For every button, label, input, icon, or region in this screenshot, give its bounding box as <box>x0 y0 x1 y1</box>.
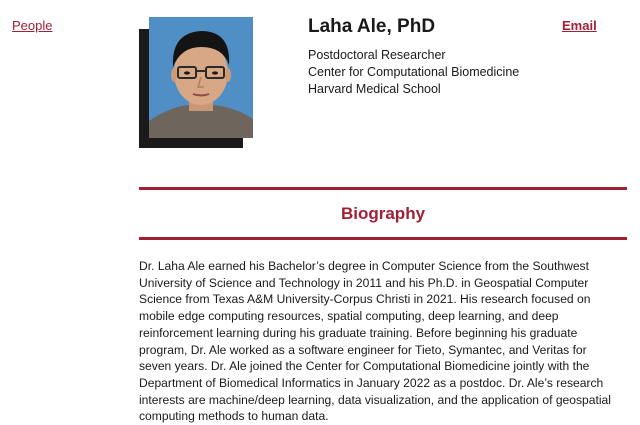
person-portrait-icon <box>149 17 253 138</box>
section-divider-bottom <box>139 237 627 240</box>
biography-text: Dr. Laha Ale earned his Bachelor’s degree in Computer Science from the Southwest University of Science and Technology in 2011 and his Ph.D. in Geospatial Computer Science from Texas A&M University-Corpus Christi in 2021. His research focused on mobile edge computing resources, spatial computing, deep learning, and deep reinforcement learning during his graduate training. Before beginning his graduate program, Dr. Ale worked as a software engineer for Tieto, Symantec, and Veritas for seven years. Dr. Ale joined the Center for Computational Biomedicine jointly with the Department of Biomedical Informatics in January 2022 as a postdoc. Dr. Ale’s research interests are machine/deep learning, data visualization, and the application of geospatial computing methods to human data. <box>139 259 611 424</box>
people-link[interactable]: People <box>12 18 53 33</box>
section-divider-top <box>139 187 627 190</box>
email-link[interactable]: Email <box>562 18 597 33</box>
profile-header <box>308 15 519 98</box>
biography-heading: Biography <box>340 204 426 223</box>
profile-photo-frame <box>139 17 253 148</box>
profile-institution: Harvard Medical School <box>308 82 441 96</box>
profile-department: Center for Computational Biomedicine <box>308 65 520 79</box>
profile-photo <box>149 17 253 138</box>
profile-name: Laha Ale, PhD <box>308 16 436 37</box>
profile-position: Postdoctoral Researcher <box>308 48 446 62</box>
